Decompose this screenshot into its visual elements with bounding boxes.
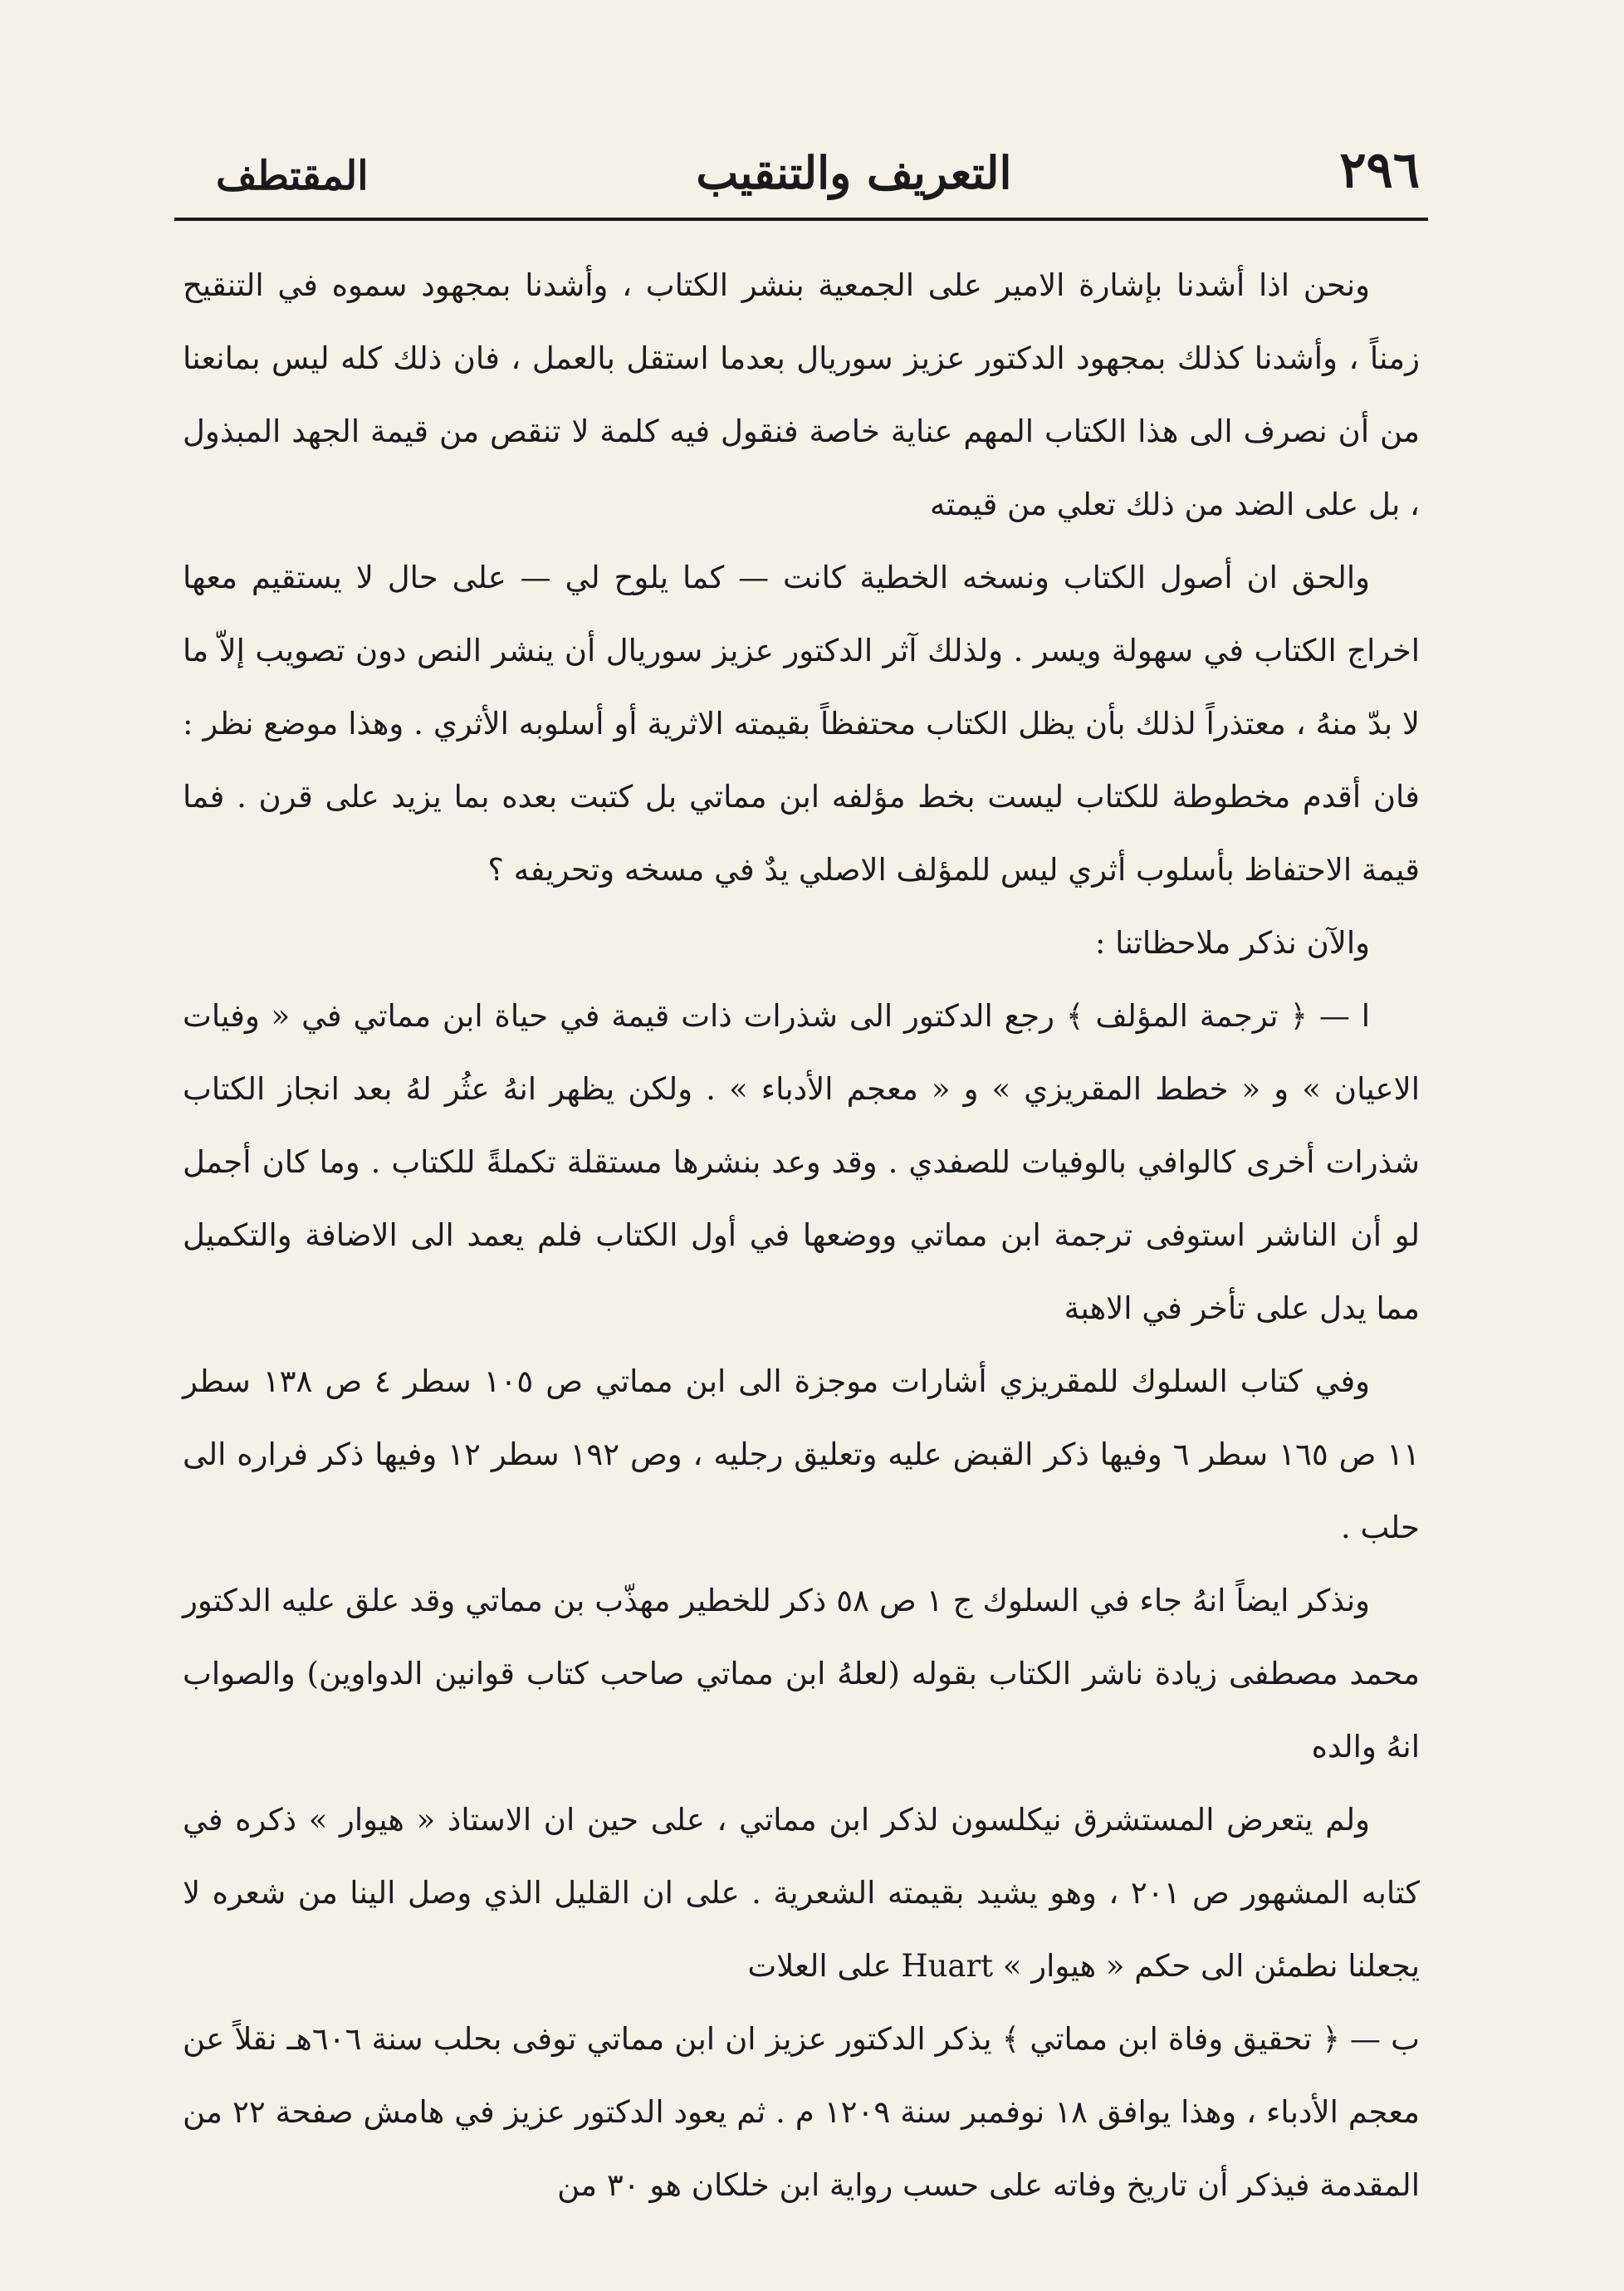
page-number: ٢٩٦	[1339, 141, 1420, 199]
paragraph-7: ولم يتعرض المستشرق نيكلسون لذكر ابن مماتي ، على حين ان الاستاذ « هيوار » ذكره في كتابه المشهور ص ٢٠١ ، وهو يشيد بقيمته الشعرية . على ان القليل الذي وصل الينا من شعره لا يجعلنا نطمئن الى حكم « هيوار » Huart على العلات	[183, 1802, 1420, 1984]
paragraph-1: ونحن اذا أشدنا بإشارة الامير على الجمعية بنشر الكتاب ، وأشدنا بمجهود سموه في التنقيح زمناً ، وأشدنا كذلك بمجهود الدكتور عزيز سوريال بعدما استقل بالعمل ، فان ذلك كله ليس بمانعنا من أن نصرف الى هذا الكتاب المهم عناية خاصة فنقول فيه كلمة لا تنقص من قيمة الجهد المبذول ، بل على الضد من ذلك تعلي من قيمته	[183, 267, 1420, 522]
paragraph-6: ونذكر ايضاً انهُ جاء في السلوك ج ١ ص ٥٨ ذكر للخطير مهذّب بن مماتي وقد علق عليه الدكتور محمد مصطفى زيادة ناشر الكتاب بقوله (لعلهُ ابن مماتي صاحب كتاب قوانين الدواوين) والصواب انهُ والده	[183, 1583, 1420, 1765]
paragraph-8: ب — ﴿ تحقيق وفاة ابن مماتي ﴾ يذكر الدكتور عزيز ان ابن مماتي توفى بحلب سنة ٦٠٦هـ نقلاً عن معجم الأدباء ، وهذا يوافق ١٨ نوفمبر سنة ١٢٠٩ م . ثم يعود الدكتور عزيز في هامش صفحة ٢٢ من المقدمة فيذكر أن تاريخ وفاته على حسب رواية ابن خلكان هو ٣٠ من	[183, 2021, 1420, 2203]
article-body	[183, 249, 1420, 2222]
section-title: التعريف والتنقيب	[696, 146, 1012, 199]
paragraph-5: وفي كتاب السلوك للمقريزي أشارات موجزة الى ابن مماتي ص ١٠٥ سطر ٤ ص ١٣٨ سطر ١١ ص ١٦٥ سطر ٦ وفيها ذكر القبض عليه وتعليق رجليه ، وص ١٩٢ سطر ١٢ وفيها ذكر فراره الى حلب .	[183, 1363, 1420, 1545]
paragraph-3: والآن نذكر ملاحظاتنا :	[1094, 925, 1370, 961]
running-header	[216, 133, 1420, 199]
paragraph-4: ا — ﴿ ترجمة المؤلف ﴾ رجع الدكتور الى شذرات ذات قيمة في حياة ابن مماتي في « وفيات الاعيان » و « خطط المقريزي » و « معجم الأدباء » . ولكن يظهر انهُ عثُر لهُ بعد انجاز الكتاب شذرات أخرى كالوافي بالوفيات للصفدي . وقد وعد بنشرها مستقلة تكملةً للكتاب . وما كان أجمل لو أن الناشر استوفى ترجمة ابن مماتي ووضعها في أول الكتاب فلم يعمد الى الاضافة والتكميل مما يدل على تأخر في الاهبة	[183, 998, 1420, 1326]
header-rule	[174, 218, 1428, 221]
journal-name: المقتطف	[216, 153, 369, 199]
paragraph-2: والحق ان أصول الكتاب ونسخه الخطية كانت — كما يلوح لي — على حال لا يستقيم معها اخراج الكتاب في سهولة ويسر . ولذلك آثر الدكتور عزيز سوريال أن ينشر النص دون تصويب إلاّ ما لا بدّ منهُ ، معتذراً لذلك بأن يظل الكتاب محتفظاً بقيمته الاثرية أو أسلوبه الأثري . وهذا موضع نظر : فان أقدم مخطوطة للكتاب ليست بخط مؤلفه ابن مماتي بل كتبت بعده بما يزيد على قرن . فما قيمة الاحتفاظ بأسلوب أثري ليس للمؤلف الاصلي يدٌ في مسخه وتحريفه ؟	[183, 560, 1420, 888]
